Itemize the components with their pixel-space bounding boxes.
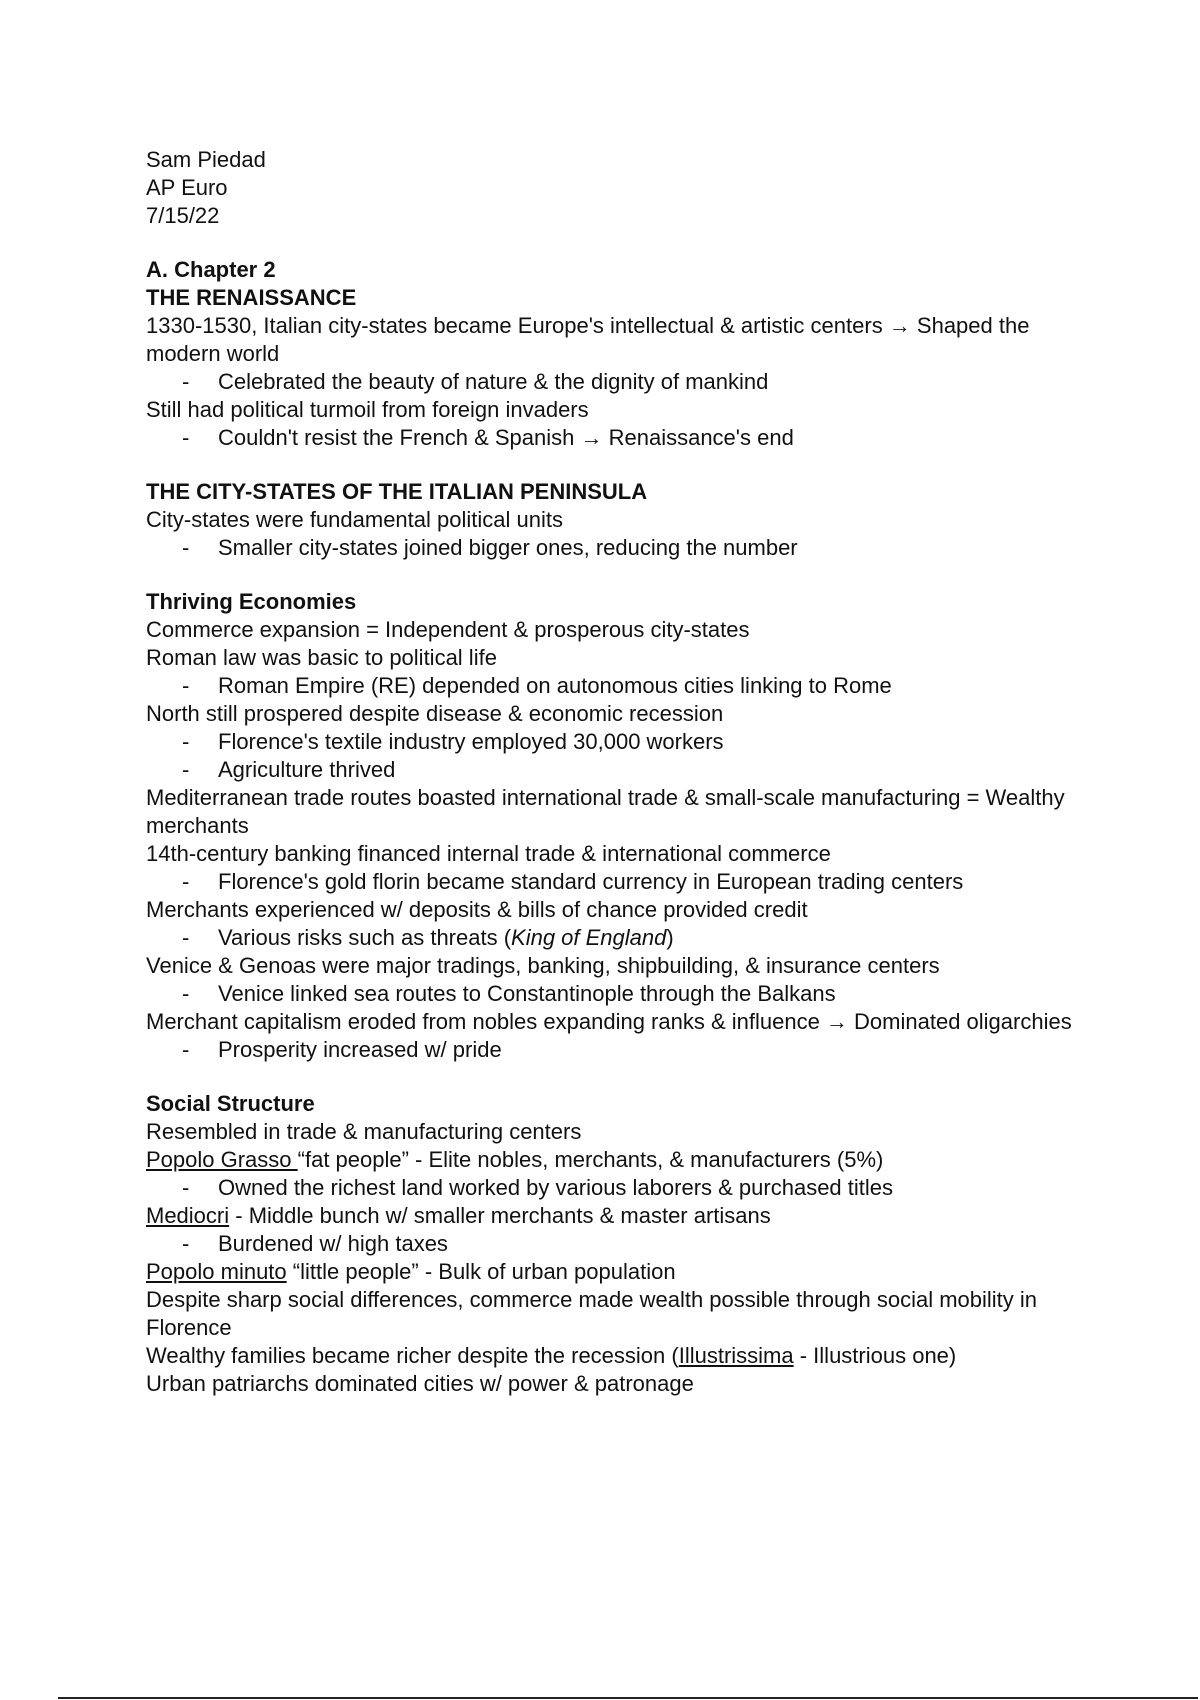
bullet-dash: - <box>182 729 190 754</box>
term-definition: “fat people” - Elite nobles, merchants, & manufacturers (5%) <box>297 1147 884 1172</box>
section-title-economies: Thriving Economies <box>146 589 357 614</box>
note-text-suffix: - Illustrious one) <box>793 1343 957 1368</box>
note-line: Roman law was basic to political life <box>146 645 497 670</box>
bullet-text: Agriculture thrived <box>218 757 396 782</box>
note-line: 1330-1530, Italian city-states became Europe's intellectual & artistic centers → Shaped the modern world <box>146 313 1036 366</box>
bullet-text-prefix: Various risks such as threats ( <box>218 925 512 950</box>
note-line: Urban patriarchs dominated cities w/ power & patronage <box>146 1371 694 1396</box>
bullet-item <box>146 868 1106 896</box>
bullet-item <box>146 368 1106 396</box>
term-definition: “little people” - Bulk of urban population <box>286 1259 676 1284</box>
bullet-dash: - <box>182 925 190 950</box>
note-line <box>146 1342 1106 1370</box>
bullet-item <box>146 756 1106 784</box>
bullet-text: Celebrated the beauty of nature & the dignity of mankind <box>218 369 769 394</box>
chapter-heading: A. Chapter 2 <box>146 257 276 282</box>
note-line <box>146 1146 1106 1174</box>
bullet-dash: - <box>182 369 190 394</box>
bullet-item <box>146 924 1106 952</box>
bullet-dash: - <box>182 869 190 894</box>
bullet-text: Venice linked sea routes to Constantinople through the Balkans <box>218 981 836 1006</box>
underlined-term: Mediocri <box>146 1203 230 1228</box>
section-title-city-states: THE CITY-STATES OF THE ITALIAN PENINSULA <box>146 479 648 504</box>
section-title-social-structure: Social Structure <box>146 1091 315 1116</box>
bullet-item <box>146 672 1106 700</box>
term-definition: - Middle bunch w/ smaller merchants & master artisans <box>229 1203 771 1228</box>
course-name: AP Euro <box>146 175 228 200</box>
note-text-prefix: Wealthy families became richer despite the recession ( <box>146 1343 679 1368</box>
bottom-rule <box>58 1697 1198 1699</box>
note-line: North still prospered despite disease & economic recession <box>146 701 724 726</box>
document-page <box>146 146 1106 1398</box>
bullet-text: Owned the richest land worked by various laborers & purchased titles <box>218 1175 894 1200</box>
bullet-item <box>146 980 1106 1008</box>
note-line: 14th-century banking financed internal trade & international commerce <box>146 841 831 866</box>
bullet-dash: - <box>182 1175 190 1200</box>
note-line: Still had political turmoil from foreign invaders <box>146 397 589 422</box>
bullet-item <box>146 1230 1106 1258</box>
bullet-item <box>146 424 1106 452</box>
note-line: Mediterranean trade routes boasted international trade & small-scale manufacturing = Wealthy merchants <box>146 785 1071 838</box>
document-date: 7/15/22 <box>146 203 220 228</box>
underlined-term: Illustrissima <box>678 1343 794 1368</box>
note-line: Merchant capitalism eroded from nobles expanding ranks & influence → Dominated oligarchies <box>146 1009 1072 1034</box>
spacer <box>146 1064 1106 1090</box>
bullet-text: Prosperity increased w/ pride <box>218 1037 502 1062</box>
bullet-text: Couldn't resist the French & Spanish → Renaissance's end <box>218 425 794 450</box>
bullet-dash: - <box>182 1037 190 1062</box>
bullet-text: Roman Empire (RE) depended on autonomous cities linking to Rome <box>218 673 892 698</box>
underlined-term: Popolo Grasso <box>146 1147 298 1172</box>
bullet-dash: - <box>182 981 190 1006</box>
bullet-item <box>146 728 1106 756</box>
bullet-text: Florence's gold florin became standard currency in European trading centers <box>218 869 964 894</box>
spacer <box>146 562 1106 588</box>
bullet-dash: - <box>182 673 190 698</box>
bullet-dash: - <box>182 757 190 782</box>
spacer <box>146 452 1106 478</box>
bullet-item <box>146 1036 1106 1064</box>
bullet-text: Burdened w/ high taxes <box>218 1231 448 1256</box>
note-line: City-states were fundamental political units <box>146 507 563 532</box>
bullet-text: Florence's textile industry employed 30,000 workers <box>218 729 724 754</box>
note-line: Merchants experienced w/ deposits & bills of chance provided credit <box>146 897 808 922</box>
note-line: Resembled in trade & manufacturing centers <box>146 1119 582 1144</box>
spacer <box>146 230 1106 256</box>
note-line: Commerce expansion = Independent & prosperous city-states <box>146 617 750 642</box>
bullet-item <box>146 534 1106 562</box>
bullet-text: Smaller city-states joined bigger ones, reducing the number <box>218 535 798 560</box>
note-line <box>146 1202 1106 1230</box>
bullet-text-suffix: ) <box>666 925 674 950</box>
bullet-dash: - <box>182 1231 190 1256</box>
bullet-dash: - <box>182 425 190 450</box>
bullet-dash: - <box>182 535 190 560</box>
note-line <box>146 1258 1106 1286</box>
italic-term: King of England <box>511 925 667 950</box>
note-line: Despite sharp social differences, commerce made wealth possible through social mobility in Florence <box>146 1287 1044 1340</box>
note-line: Venice & Genoas were major tradings, banking, shipbuilding, & insurance centers <box>146 953 940 978</box>
bullet-item <box>146 1174 1106 1202</box>
underlined-term: Popolo minuto <box>146 1259 287 1284</box>
section-title-renaissance: THE RENAISSANCE <box>146 285 357 310</box>
author-name: Sam Piedad <box>146 147 266 172</box>
